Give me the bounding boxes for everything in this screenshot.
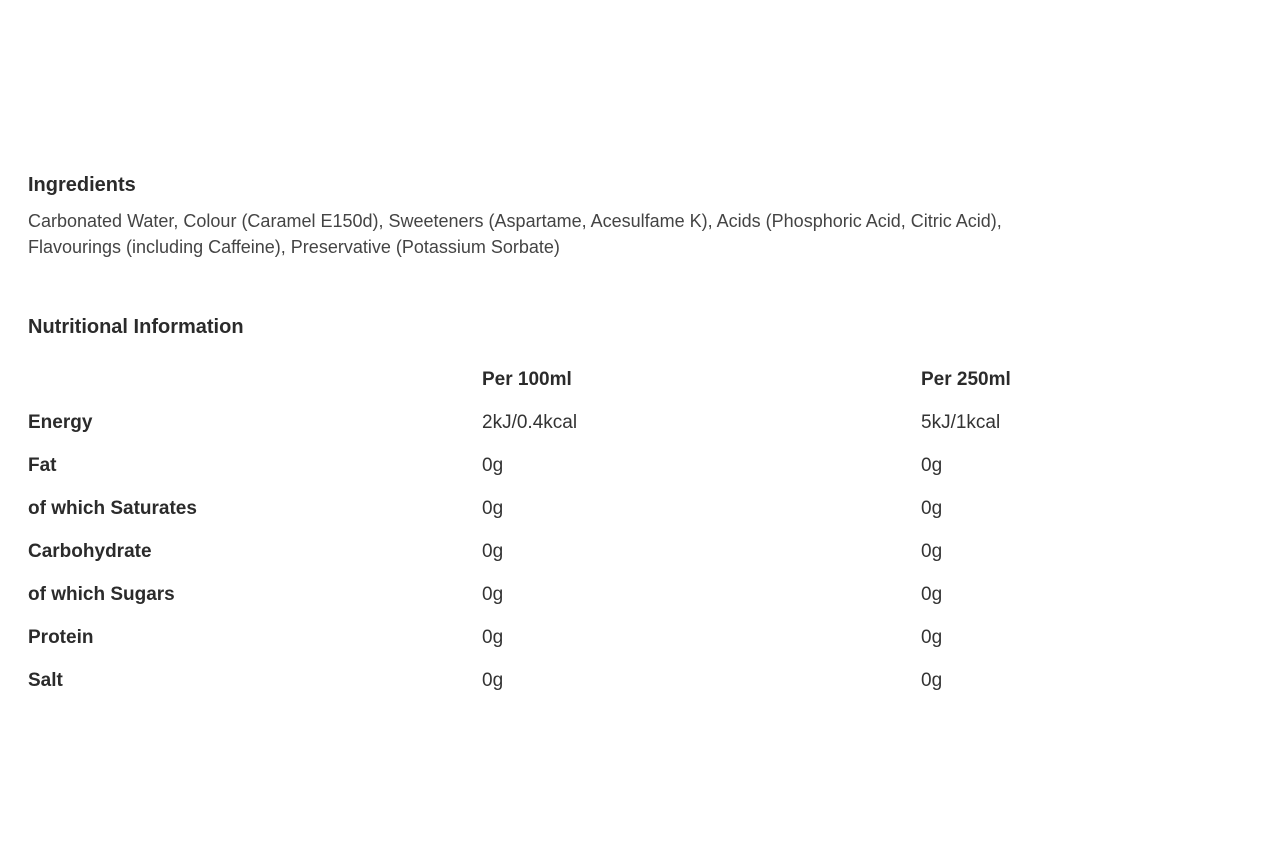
nutrient-label: Salt [28,669,63,691]
nutrition-section [28,313,1258,702]
nutrient-label: Energy [28,411,93,433]
value-per-250ml: 5kJ/1kcal [921,411,1001,433]
table-row [28,401,1221,444]
table-row [28,573,1221,616]
nutrition-header-row [28,358,1221,401]
ingredients-line-2: Flavourings (including Caffeine), Preservative (Potassium Sorbate) [28,237,560,257]
ingredients-heading: Ingredients [28,174,136,196]
ingredients-text [28,208,1258,260]
value-per-100ml: 2kJ/0.4kcal [482,411,578,433]
table-row [28,616,1221,659]
nutrient-label: Fat [28,454,57,476]
table-row [28,659,1221,702]
value-per-250ml: 0g [921,540,943,562]
column-header-nutrient [28,358,482,401]
value-per-250ml: 0g [921,497,943,519]
nutrition-heading: Nutritional Information [28,316,244,338]
nutrient-label: of which Sugars [28,583,175,605]
table-row [28,444,1221,487]
value-per-250ml: 0g [921,626,943,648]
value-per-100ml: 0g [482,626,504,648]
value-per-100ml: 0g [482,540,504,562]
column-header-per-250ml: Per 250ml [921,368,1011,390]
column-header-per-100ml: Per 100ml [482,368,572,390]
nutrient-label: of which Saturates [28,497,197,519]
value-per-250ml: 0g [921,583,943,605]
value-per-250ml: 0g [921,669,943,691]
value-per-100ml: 0g [482,583,504,605]
table-row [28,487,1221,530]
ingredients-section [28,171,1258,260]
value-per-100ml: 0g [482,497,504,519]
table-row [28,530,1221,573]
value-per-100ml: 0g [482,454,504,476]
product-info [28,171,1258,702]
nutrition-table [28,358,1221,702]
nutrient-label: Protein [28,626,94,648]
nutrient-label: Carbohydrate [28,540,152,562]
ingredients-line-1: Carbonated Water, Colour (Caramel E150d), Sweeteners (Aspartame, Acesulfame K), Acids (Phosphoric Acid, Citric Acid), [28,211,1002,231]
value-per-250ml: 0g [921,454,943,476]
value-per-100ml: 0g [482,669,504,691]
